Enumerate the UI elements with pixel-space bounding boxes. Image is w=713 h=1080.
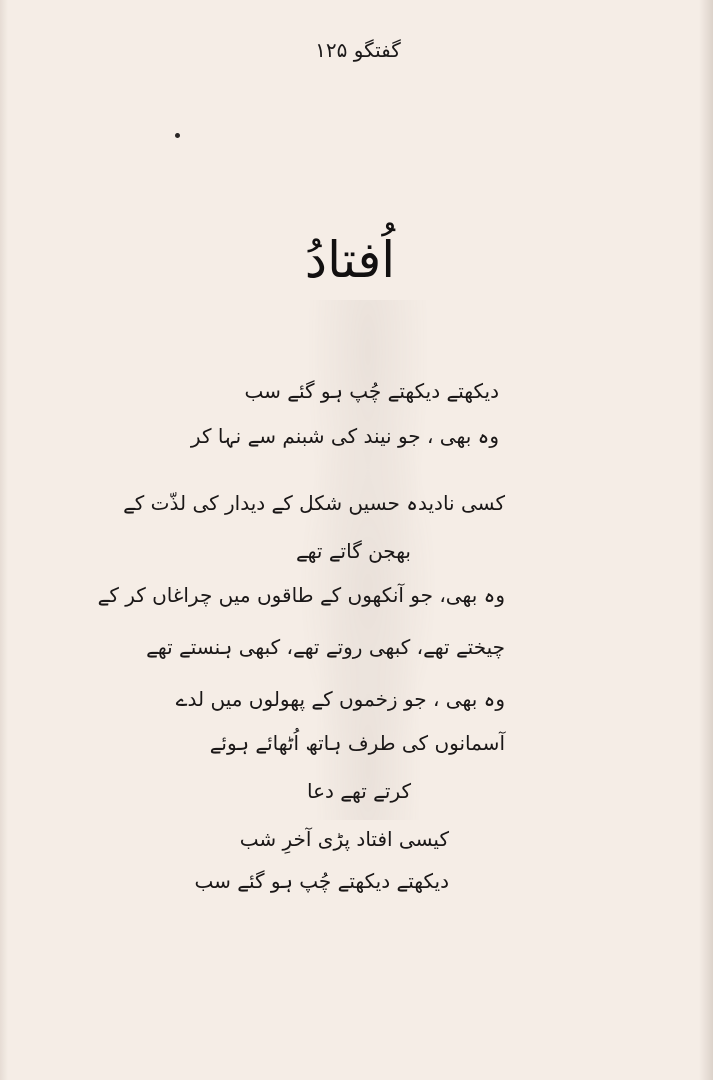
poem-line: کرتے تھے دعا xyxy=(307,779,411,803)
poem-line: کیسی افتاد پڑی آخرِ شب xyxy=(239,827,449,851)
poem-line: کسی نادیدہ حسیں شکل کے دیدار کی لذّت کے xyxy=(123,491,505,515)
poem-line: بھجن گاتے تھے xyxy=(295,539,411,563)
poem-line: وہ بھی ، جو نیند کی شبنم سے نہا کر xyxy=(190,424,499,448)
poem-line: چیختے تھے، کبھی روتے تھے، کبھی ہنستے تھے xyxy=(146,635,505,659)
poem-line: آسمانوں کی طرف ہاتھ اُٹھائے ہوئے xyxy=(209,731,505,755)
poem-line: وہ بھی ، جو زخموں کے پھولوں میں لدے xyxy=(175,687,505,711)
poem-line: وہ بھی، جو آنکھوں کے طاقوں میں چراغاں کر کے xyxy=(97,583,505,607)
book-title: گفتگو xyxy=(353,38,401,62)
page-number: ۱۲۵ xyxy=(315,38,348,62)
poem-title: اُفتادُ xyxy=(304,231,396,289)
poem-line: دیکھتے دیکھتے چُپ ہو گئے سب xyxy=(244,379,499,403)
poem-line: دیکھتے دیکھتے چُپ ہو گئے سب xyxy=(194,869,449,893)
